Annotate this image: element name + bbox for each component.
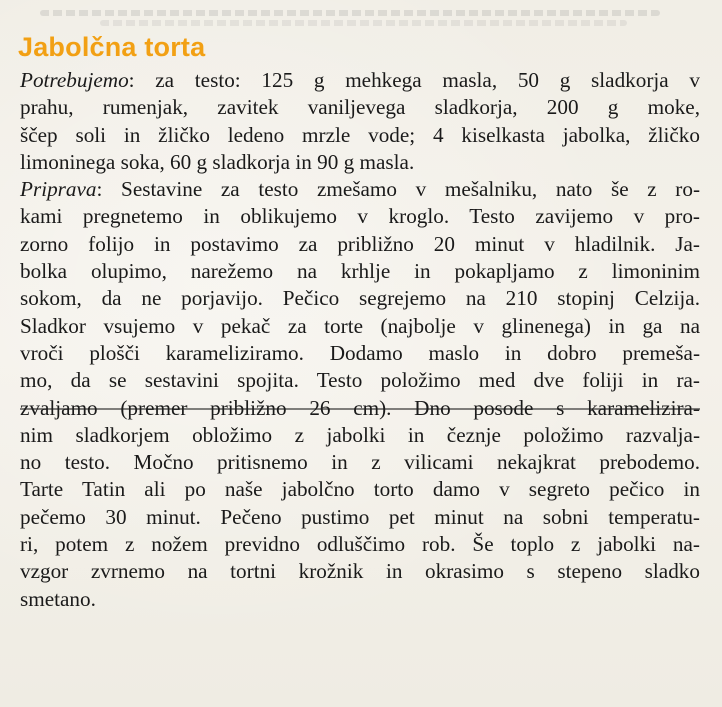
body-line: Tarte Tatin ali po naše jabolčno torto damo v segreto pečico in	[20, 477, 700, 502]
faded-line	[100, 20, 627, 26]
ingredients-label: Potrebujemo	[20, 68, 129, 92]
faded-line	[40, 10, 660, 16]
recipe-title: Jabolčna torta	[18, 32, 206, 62]
body-line	[20, 67, 700, 94]
body-line: Sladkor vsujemo v pekač za torte (najbolje v glinenega) in ga na	[20, 313, 700, 338]
body-line: zorno folijo in postavimo za približno 20 minut v hladilnik. Ja-	[20, 231, 700, 256]
body-line: sokom, da ne porjavijo. Pečico segrejemo na 210 stopinj Celzija.	[20, 286, 700, 311]
body-line: mo, da se sestavini spojita. Testo položimo med dve foliji in ra-	[20, 368, 700, 393]
body-line: nim sladkorjem obložimo z jabolki in čeznje položimo razvalja-	[20, 422, 700, 447]
preparation-label: Priprava	[20, 177, 97, 202]
body-line: vroči plošči karameliziramo. Dodamo maslo in dobro premeša-	[20, 340, 700, 365]
body-line: ščep soli in žličko ledeno mrzle vode; 4 kiselkasta jabolka, žličko	[20, 122, 700, 147]
recipe-body	[20, 67, 700, 613]
body-line: zvaljamo (premer približno 26 cm). Dno posode s karamelizira-	[20, 395, 700, 420]
body-line: kami pregnetemo in oblikujemo v kroglo. Testo zavijemo v pro-	[20, 204, 700, 229]
body-line: smetano.	[20, 586, 96, 611]
body-line: ri, potem z nožem previdno odluščimo rob. Še toplo z jabolki na-	[20, 532, 700, 557]
faded-previous-text	[40, 4, 660, 30]
body-line: no testo. Močno pritisnemo in z vilicami nekajkrat prebodemo.	[20, 450, 700, 475]
body-line: pečemo 30 minut. Pečeno pustimo pet minut na sobni temperatu-	[20, 504, 700, 529]
body-line: limoninega soka, 60 g sladkorja in 90 g masla.	[20, 149, 415, 174]
body-line-text: : za testo: 125 g mehkega masla, 50 g sladkorja v	[128, 68, 700, 92]
body-line-text: : Sestavine za testo zmešamo v mešalniku, nato še z ro-	[96, 177, 700, 202]
body-line: prahu, rumenjak, zavitek vaniljevega sladkorja, 200 g moke,	[20, 95, 700, 120]
body-line	[20, 176, 700, 203]
body-line: bolka olupimo, narežemo na krhlje in pokapljamo z limoninim	[20, 259, 700, 284]
body-line: vzgor zvrnemo na tortni krožnik in okrasimo s stepeno sladko	[20, 559, 700, 584]
